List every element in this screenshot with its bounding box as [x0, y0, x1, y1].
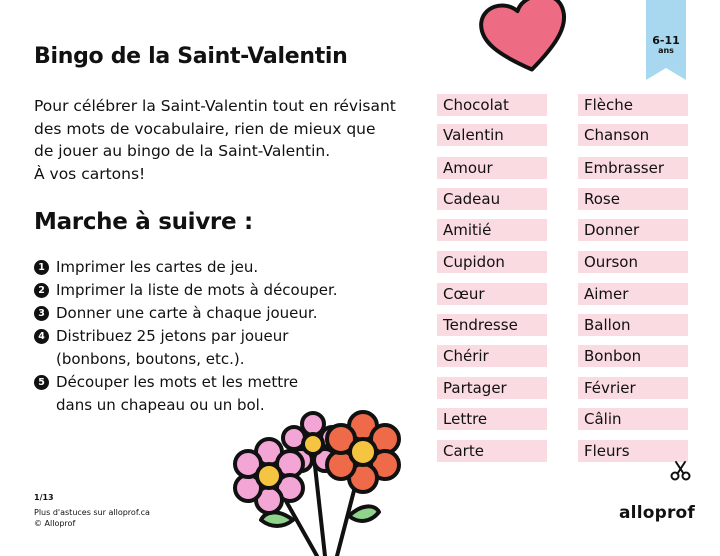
intro-line: de jouer au bingo de la Saint-Valentin.	[34, 142, 331, 160]
heart-icon	[476, 0, 576, 72]
age-ribbon	[646, 0, 686, 80]
step-text: Imprimer les cartes de jeu.	[56, 258, 259, 276]
word-label: Chérir	[437, 345, 547, 367]
step-text: Imprimer la liste de mots à découper.	[56, 281, 338, 299]
step-text: Découper les mots et les mettre dans un chapeau ou un bol.	[56, 373, 299, 414]
steps-list	[34, 256, 338, 417]
step-text: Distribuez 25 jetons par joueur (bonbons, boutons, etc.).	[56, 327, 289, 368]
word-label: Chocolat	[437, 94, 547, 116]
step-number: 1	[34, 260, 49, 275]
footer-copyright: © Alloprof	[34, 519, 76, 528]
word-label: Embrasser	[578, 157, 688, 179]
word-label: Février	[578, 377, 688, 399]
word-label: Fleurs	[578, 440, 688, 462]
word-label: Valentin	[437, 124, 547, 146]
word-label: Câlin	[578, 408, 688, 430]
word-label: Cœur	[437, 283, 547, 305]
intro-line: Pour célébrer la Saint-Valentin tout en révisant	[34, 97, 396, 115]
step-number: 2	[34, 283, 49, 298]
age-unit: ans	[658, 46, 674, 55]
step-item	[34, 325, 338, 371]
page-title: Bingo de la Saint-Valentin	[34, 44, 348, 69]
steps-title: Marche à suivre :	[34, 209, 253, 235]
intro-text	[34, 95, 414, 185]
step-item	[34, 302, 338, 325]
word-label: Carte	[437, 440, 547, 462]
alloprof-logo: alloprof	[619, 503, 696, 523]
step-item	[34, 279, 338, 302]
word-label: Partager	[437, 377, 547, 399]
word-label: Aimer	[578, 283, 688, 305]
footer	[34, 492, 150, 529]
word-label: Rose	[578, 188, 688, 210]
word-label: Flèche	[578, 94, 688, 116]
word-label: Amour	[437, 157, 547, 179]
step-number: 5	[34, 375, 49, 390]
intro-line: des mots de vocabulaire, rien de mieux que	[34, 119, 376, 138]
word-label: Chanson	[578, 124, 688, 146]
word-label: Cadeau	[437, 188, 547, 210]
word-label: Ballon	[578, 314, 688, 336]
word-label: Lettre	[437, 408, 547, 430]
step-item	[34, 256, 338, 279]
footer-link-text: Plus d'astuces sur alloprof.ca	[34, 508, 150, 517]
word-label: Tendresse	[437, 314, 547, 336]
flowers-illustration	[225, 408, 415, 556]
word-label: Amitié	[437, 219, 547, 241]
step-number: 3	[34, 306, 49, 321]
age-range: 6-11	[652, 34, 680, 47]
page-number: 1/13	[34, 493, 54, 502]
word-label: Bonbon	[578, 345, 688, 367]
step-number: 4	[34, 329, 49, 344]
intro-line: À vos cartons!	[34, 164, 146, 183]
scissors-icon	[670, 460, 692, 482]
word-label: Cupidon	[437, 251, 547, 273]
word-label: Donner	[578, 219, 688, 241]
word-label: Ourson	[578, 251, 688, 273]
step-text: Donner une carte à chaque joueur.	[56, 304, 318, 322]
